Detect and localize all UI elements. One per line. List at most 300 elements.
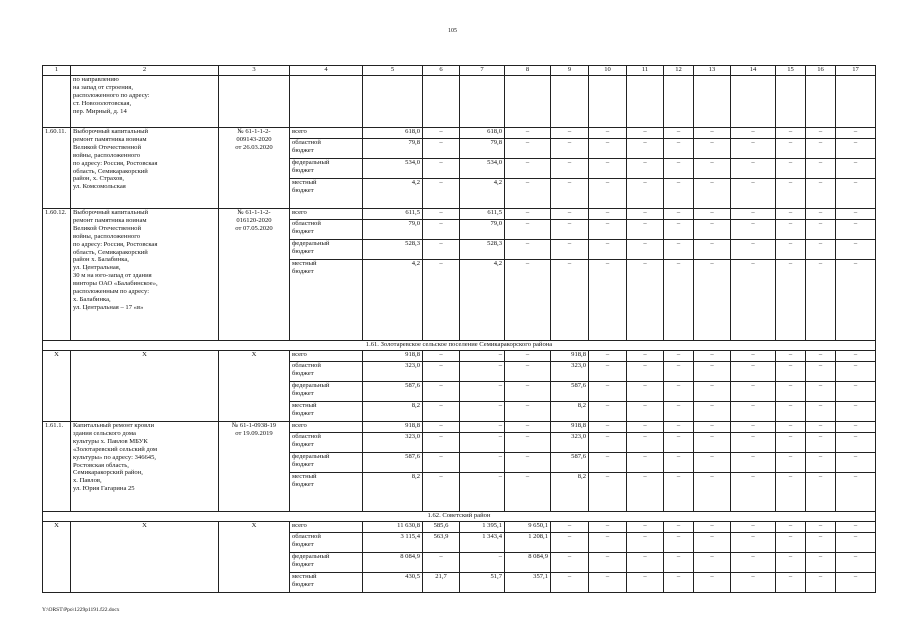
total-value-cell: 8 084,9 xyxy=(363,553,423,573)
column-header: 11 xyxy=(627,66,664,76)
total-value-cell: 534,0 xyxy=(363,159,423,179)
year-value-cell: – xyxy=(505,179,551,209)
year-value-cell: – xyxy=(589,573,627,593)
year-value-cell: 323,0 xyxy=(551,433,589,453)
year-value-cell: – xyxy=(627,453,664,473)
x-mark-cell: Х xyxy=(71,351,219,422)
year-value-cell: – xyxy=(731,573,776,593)
year-value-cell: 323,0 xyxy=(551,362,589,382)
year-value-cell: – xyxy=(836,159,876,179)
year-value-cell: 1 395,1 xyxy=(460,522,505,533)
year-value-cell: – xyxy=(664,522,694,533)
year-value-cell: – xyxy=(423,402,460,422)
year-value-cell: – xyxy=(836,553,876,573)
year-value-cell: – xyxy=(776,179,806,209)
empty-cell xyxy=(694,76,731,128)
year-value-cell: – xyxy=(505,128,551,139)
year-value-cell: – xyxy=(776,382,806,402)
year-value-cell: – xyxy=(776,240,806,260)
column-header: 4 xyxy=(290,66,363,76)
year-value-cell: – xyxy=(664,179,694,209)
year-value-cell: – xyxy=(776,473,806,512)
year-value-cell: – xyxy=(694,139,731,159)
empty-cell xyxy=(664,76,694,128)
total-value-cell: 323,0 xyxy=(363,362,423,382)
column-header: 2 xyxy=(71,66,219,76)
year-value-cell: – xyxy=(551,159,589,179)
year-value-cell: – xyxy=(731,220,776,240)
year-value-cell: – xyxy=(776,573,806,593)
table-header-row xyxy=(43,66,876,76)
year-value-cell: – xyxy=(627,260,664,341)
column-header: 16 xyxy=(806,66,836,76)
document-cell: № 61-1-0938-19 от 19.09.2019 xyxy=(219,422,290,512)
year-value-cell: – xyxy=(423,382,460,402)
year-value-cell: – xyxy=(423,351,460,362)
year-value-cell: – xyxy=(664,473,694,512)
empty-cell xyxy=(731,76,776,128)
year-value-cell: – xyxy=(776,402,806,422)
year-value-cell: – xyxy=(589,553,627,573)
funding-source-cell: местный бюджет xyxy=(290,260,363,341)
column-header: 17 xyxy=(836,66,876,76)
year-value-cell: – xyxy=(505,209,551,220)
year-value-cell: – xyxy=(589,382,627,402)
year-value-cell: – xyxy=(836,573,876,593)
year-value-cell: – xyxy=(664,422,694,433)
year-value-cell: – xyxy=(776,553,806,573)
total-value-cell: 79,8 xyxy=(363,139,423,159)
funding-source-cell: федеральный бюджет xyxy=(290,382,363,402)
column-header: 14 xyxy=(731,66,776,76)
year-value-cell: – xyxy=(589,402,627,422)
year-value-cell: – xyxy=(551,260,589,341)
column-header: 7 xyxy=(460,66,505,76)
x-mark-cell: Х xyxy=(43,351,71,422)
year-value-cell: – xyxy=(806,240,836,260)
year-value-cell: – xyxy=(776,522,806,533)
year-value-cell: – xyxy=(505,220,551,240)
year-value-cell: – xyxy=(460,433,505,453)
year-value-cell: – xyxy=(423,209,460,220)
object-name-cell: Капитальный ремонт кровли здания сельского дома культуры х. Павлов МБУК «Золотаревский сельский дом культуры» по адресу: 346645, Ростовская область, Семикаракорский район, х. Павлов, ул. Юрия Гагарина 25 xyxy=(71,422,219,512)
column-header: 13 xyxy=(694,66,731,76)
total-value-cell: 430,5 xyxy=(363,573,423,593)
year-value-cell: – xyxy=(460,402,505,422)
year-value-cell: – xyxy=(731,553,776,573)
year-value-cell: 587,6 xyxy=(551,382,589,402)
year-value-cell: – xyxy=(423,139,460,159)
year-value-cell: – xyxy=(694,240,731,260)
year-value-cell: – xyxy=(589,522,627,533)
year-value-cell: – xyxy=(694,128,731,139)
year-value-cell: – xyxy=(694,402,731,422)
year-value-cell: – xyxy=(776,209,806,220)
year-value-cell: – xyxy=(731,473,776,512)
year-value-cell: – xyxy=(694,220,731,240)
empty-cell xyxy=(290,76,363,128)
year-value-cell: – xyxy=(589,159,627,179)
year-value-cell: – xyxy=(776,128,806,139)
year-value-cell: – xyxy=(460,422,505,433)
section-header-row xyxy=(43,512,876,522)
year-value-cell: – xyxy=(776,260,806,341)
column-header: 3 xyxy=(219,66,290,76)
year-value-cell: – xyxy=(664,433,694,453)
year-value-cell: – xyxy=(551,209,589,220)
year-value-cell: – xyxy=(836,128,876,139)
year-value-cell: – xyxy=(627,522,664,533)
year-value-cell: 528,3 xyxy=(460,240,505,260)
year-value-cell: – xyxy=(589,209,627,220)
empty-cell xyxy=(363,76,423,128)
funding-source-cell: местный бюджет xyxy=(290,179,363,209)
year-value-cell: 4,2 xyxy=(460,179,505,209)
year-value-cell: – xyxy=(589,533,627,553)
year-value-cell: – xyxy=(836,139,876,159)
empty-cell xyxy=(551,76,589,128)
year-value-cell: – xyxy=(664,402,694,422)
year-value-cell: – xyxy=(460,473,505,512)
year-value-cell: – xyxy=(836,240,876,260)
year-value-cell: – xyxy=(664,220,694,240)
year-value-cell: – xyxy=(627,220,664,240)
year-value-cell: – xyxy=(694,573,731,593)
year-value-cell: – xyxy=(731,128,776,139)
total-value-cell: 4,2 xyxy=(363,260,423,341)
year-value-cell: – xyxy=(589,260,627,341)
year-value-cell: – xyxy=(806,382,836,402)
year-value-cell: – xyxy=(731,453,776,473)
year-value-cell: – xyxy=(836,422,876,433)
year-value-cell: – xyxy=(505,159,551,179)
total-value-cell: 918,8 xyxy=(363,351,423,362)
year-value-cell: 8 084,9 xyxy=(505,553,551,573)
column-header: 12 xyxy=(664,66,694,76)
year-value-cell: – xyxy=(627,402,664,422)
year-value-cell: – xyxy=(731,351,776,362)
funding-source-cell: местный бюджет xyxy=(290,573,363,593)
year-value-cell: – xyxy=(627,159,664,179)
year-value-cell: – xyxy=(694,433,731,453)
year-value-cell: – xyxy=(776,139,806,159)
page-number: 105 xyxy=(448,28,457,34)
year-value-cell: – xyxy=(836,220,876,240)
footer-file-path: Y:\ORST\Ppo\1229p1191.f22.docx xyxy=(42,607,120,613)
year-value-cell: – xyxy=(836,362,876,382)
year-value-cell: – xyxy=(731,402,776,422)
year-value-cell: – xyxy=(694,362,731,382)
funding-source-cell: областной бюджет xyxy=(290,139,363,159)
year-value-cell: – xyxy=(806,522,836,533)
year-value-cell: – xyxy=(694,533,731,553)
year-value-cell: 1 208,1 xyxy=(505,533,551,553)
year-value-cell: – xyxy=(731,533,776,553)
year-value-cell: – xyxy=(551,533,589,553)
year-value-cell: – xyxy=(505,402,551,422)
table-row xyxy=(43,351,876,362)
year-value-cell: – xyxy=(806,209,836,220)
year-value-cell: – xyxy=(836,260,876,341)
year-value-cell: – xyxy=(694,522,731,533)
total-value-cell: 587,6 xyxy=(363,382,423,402)
year-value-cell: – xyxy=(694,209,731,220)
total-value-cell: 8,2 xyxy=(363,402,423,422)
empty-cell xyxy=(836,76,876,128)
table-row xyxy=(43,422,876,433)
year-value-cell: – xyxy=(731,159,776,179)
year-value-cell: – xyxy=(505,240,551,260)
object-name-cell: Выборочный капитальный ремонт памятника воинам Великой Отечественной войны, расположенного по адресу: Россия, Ростовская область, Семикаракорский район, х. Страхов, ул. Комсомольская xyxy=(71,128,219,209)
year-value-cell: – xyxy=(627,422,664,433)
year-value-cell: – xyxy=(806,351,836,362)
year-value-cell: – xyxy=(551,573,589,593)
year-value-cell: – xyxy=(664,453,694,473)
funding-source-cell: федеральный бюджет xyxy=(290,553,363,573)
total-value-cell: 3 115,4 xyxy=(363,533,423,553)
funding-source-cell: местный бюджет xyxy=(290,402,363,422)
year-value-cell: – xyxy=(731,179,776,209)
year-value-cell: – xyxy=(627,362,664,382)
year-value-cell: 357,1 xyxy=(505,573,551,593)
x-mark-cell: Х xyxy=(43,522,71,593)
funding-source-cell: федеральный бюджет xyxy=(290,240,363,260)
column-header: 15 xyxy=(776,66,806,76)
total-value-cell: 79,0 xyxy=(363,220,423,240)
year-value-cell: – xyxy=(627,433,664,453)
year-value-cell: – xyxy=(664,159,694,179)
year-value-cell: – xyxy=(589,473,627,512)
year-value-cell: – xyxy=(731,240,776,260)
year-value-cell: – xyxy=(806,433,836,453)
total-value-cell: 918,8 xyxy=(363,422,423,433)
year-value-cell: – xyxy=(627,128,664,139)
year-value-cell: – xyxy=(664,573,694,593)
empty-cell xyxy=(776,76,806,128)
total-value-cell: 8,2 xyxy=(363,473,423,512)
year-value-cell: 21,7 xyxy=(423,573,460,593)
year-value-cell: – xyxy=(423,553,460,573)
year-value-cell: – xyxy=(505,422,551,433)
year-value-cell: 1 343,4 xyxy=(460,533,505,553)
year-value-cell: – xyxy=(836,433,876,453)
column-header: 1 xyxy=(43,66,71,76)
year-value-cell: – xyxy=(627,382,664,402)
year-value-cell: – xyxy=(664,382,694,402)
year-value-cell: – xyxy=(589,453,627,473)
funding-source-cell: областной бюджет xyxy=(290,433,363,453)
year-value-cell: – xyxy=(806,402,836,422)
object-name-cell: по направлению на запад от строения, расположенного по адресу: ст. Новозолотовская, пер. Мирный, д. 14 xyxy=(71,76,219,128)
year-value-cell: – xyxy=(460,362,505,382)
year-value-cell: – xyxy=(776,220,806,240)
year-value-cell: – xyxy=(806,453,836,473)
year-value-cell: 51,7 xyxy=(460,573,505,593)
year-value-cell: – xyxy=(806,159,836,179)
section-title: 1.61. Золотаревское сельское поселение Семикаракорского района xyxy=(43,341,876,351)
year-value-cell: – xyxy=(551,553,589,573)
table-row xyxy=(43,209,876,220)
year-value-cell: – xyxy=(806,220,836,240)
year-value-cell: – xyxy=(776,453,806,473)
year-value-cell: 79,8 xyxy=(460,139,505,159)
year-value-cell: 587,6 xyxy=(551,453,589,473)
year-value-cell: – xyxy=(694,453,731,473)
year-value-cell: 918,8 xyxy=(551,422,589,433)
year-value-cell: – xyxy=(694,260,731,341)
year-value-cell: – xyxy=(423,128,460,139)
year-value-cell: – xyxy=(806,179,836,209)
year-value-cell: – xyxy=(806,362,836,382)
item-number-cell: 1.61.1. xyxy=(43,422,71,512)
year-value-cell: – xyxy=(505,260,551,341)
year-value-cell: 563,9 xyxy=(423,533,460,553)
year-value-cell: – xyxy=(589,422,627,433)
funding-source-cell: областной бюджет xyxy=(290,533,363,553)
year-value-cell: – xyxy=(460,382,505,402)
empty-cell xyxy=(806,76,836,128)
year-value-cell: – xyxy=(589,128,627,139)
year-value-cell: – xyxy=(776,159,806,179)
year-value-cell: 611,5 xyxy=(460,209,505,220)
year-value-cell: – xyxy=(551,139,589,159)
x-mark-cell: Х xyxy=(219,522,290,593)
year-value-cell: – xyxy=(423,422,460,433)
x-mark-cell: Х xyxy=(219,351,290,422)
year-value-cell: – xyxy=(694,351,731,362)
year-value-cell: – xyxy=(664,139,694,159)
year-value-cell: – xyxy=(505,473,551,512)
year-value-cell: – xyxy=(836,351,876,362)
year-value-cell: – xyxy=(589,139,627,159)
year-value-cell: – xyxy=(806,553,836,573)
year-value-cell: – xyxy=(627,209,664,220)
year-value-cell: – xyxy=(664,351,694,362)
year-value-cell: – xyxy=(776,351,806,362)
year-value-cell: – xyxy=(589,220,627,240)
year-value-cell: – xyxy=(776,422,806,433)
year-value-cell: – xyxy=(627,139,664,159)
year-value-cell: – xyxy=(664,240,694,260)
year-value-cell: – xyxy=(551,240,589,260)
year-value-cell: – xyxy=(694,159,731,179)
year-value-cell: – xyxy=(551,220,589,240)
year-value-cell: – xyxy=(627,351,664,362)
year-value-cell: – xyxy=(731,433,776,453)
year-value-cell: – xyxy=(806,128,836,139)
empty-cell xyxy=(505,76,551,128)
item-number-cell: 1.60.12. xyxy=(43,209,71,341)
year-value-cell: – xyxy=(731,139,776,159)
year-value-cell: 9 650,1 xyxy=(505,522,551,533)
year-value-cell: – xyxy=(694,179,731,209)
x-mark-cell: Х xyxy=(71,522,219,593)
year-value-cell: – xyxy=(731,422,776,433)
total-value-cell: 618,0 xyxy=(363,128,423,139)
year-value-cell: – xyxy=(806,260,836,341)
year-value-cell: – xyxy=(627,553,664,573)
total-value-cell: 528,3 xyxy=(363,240,423,260)
funding-source-cell: всего xyxy=(290,209,363,220)
year-value-cell: – xyxy=(836,402,876,422)
year-value-cell: 4,2 xyxy=(460,260,505,341)
year-value-cell: – xyxy=(694,422,731,433)
empty-cell xyxy=(589,76,627,128)
year-value-cell: – xyxy=(460,553,505,573)
year-value-cell: – xyxy=(505,433,551,453)
year-value-cell: – xyxy=(505,362,551,382)
year-value-cell: – xyxy=(505,453,551,473)
year-value-cell: – xyxy=(423,220,460,240)
year-value-cell: – xyxy=(664,209,694,220)
table-row xyxy=(43,522,876,533)
year-value-cell: – xyxy=(627,573,664,593)
year-value-cell: – xyxy=(776,362,806,382)
section-title: 1.62. Советский район xyxy=(43,512,876,522)
column-header: 6 xyxy=(423,66,460,76)
year-value-cell: – xyxy=(664,553,694,573)
year-value-cell: – xyxy=(694,382,731,402)
total-value-cell: 4,2 xyxy=(363,179,423,209)
year-value-cell: – xyxy=(776,533,806,553)
funding-source-cell: местный бюджет xyxy=(290,473,363,512)
table-row xyxy=(43,128,876,139)
year-value-cell: – xyxy=(664,362,694,382)
year-value-cell: – xyxy=(664,260,694,341)
year-value-cell: – xyxy=(505,139,551,159)
year-value-cell: – xyxy=(806,533,836,553)
total-value-cell: 587,6 xyxy=(363,453,423,473)
year-value-cell: – xyxy=(460,453,505,473)
year-value-cell: 534,0 xyxy=(460,159,505,179)
item-number-cell: 1.60.11. xyxy=(43,128,71,209)
year-value-cell: – xyxy=(836,522,876,533)
funding-source-cell: федеральный бюджет xyxy=(290,159,363,179)
year-value-cell: – xyxy=(694,473,731,512)
funding-source-cell: всего xyxy=(290,422,363,433)
empty-cell xyxy=(627,76,664,128)
year-value-cell: 8,2 xyxy=(551,402,589,422)
year-value-cell: 79,0 xyxy=(460,220,505,240)
year-value-cell: – xyxy=(806,573,836,593)
year-value-cell: 8,2 xyxy=(551,473,589,512)
year-value-cell: – xyxy=(505,382,551,402)
year-value-cell: – xyxy=(627,533,664,553)
year-value-cell: – xyxy=(589,433,627,453)
year-value-cell: – xyxy=(423,473,460,512)
year-value-cell: – xyxy=(664,128,694,139)
document-cell: № 61-1-1-2- 009143-2020 от 26.03.2020 xyxy=(219,128,290,209)
year-value-cell: – xyxy=(460,351,505,362)
funding-source-cell: областной бюджет xyxy=(290,220,363,240)
year-value-cell: – xyxy=(589,351,627,362)
year-value-cell: – xyxy=(776,433,806,453)
year-value-cell: – xyxy=(589,362,627,382)
year-value-cell: – xyxy=(731,362,776,382)
year-value-cell: – xyxy=(423,179,460,209)
year-value-cell: – xyxy=(836,382,876,402)
year-value-cell: – xyxy=(423,260,460,341)
table-row xyxy=(43,76,876,128)
section-header-row xyxy=(43,341,876,351)
year-value-cell: – xyxy=(505,351,551,362)
year-value-cell: – xyxy=(836,453,876,473)
funding-source-cell: всего xyxy=(290,351,363,362)
year-value-cell: – xyxy=(694,553,731,573)
year-value-cell: 585,6 xyxy=(423,522,460,533)
column-header: 8 xyxy=(505,66,551,76)
document-cell: № 61-1-1-2- 016120-2020 от 07.05.2020 xyxy=(219,209,290,341)
